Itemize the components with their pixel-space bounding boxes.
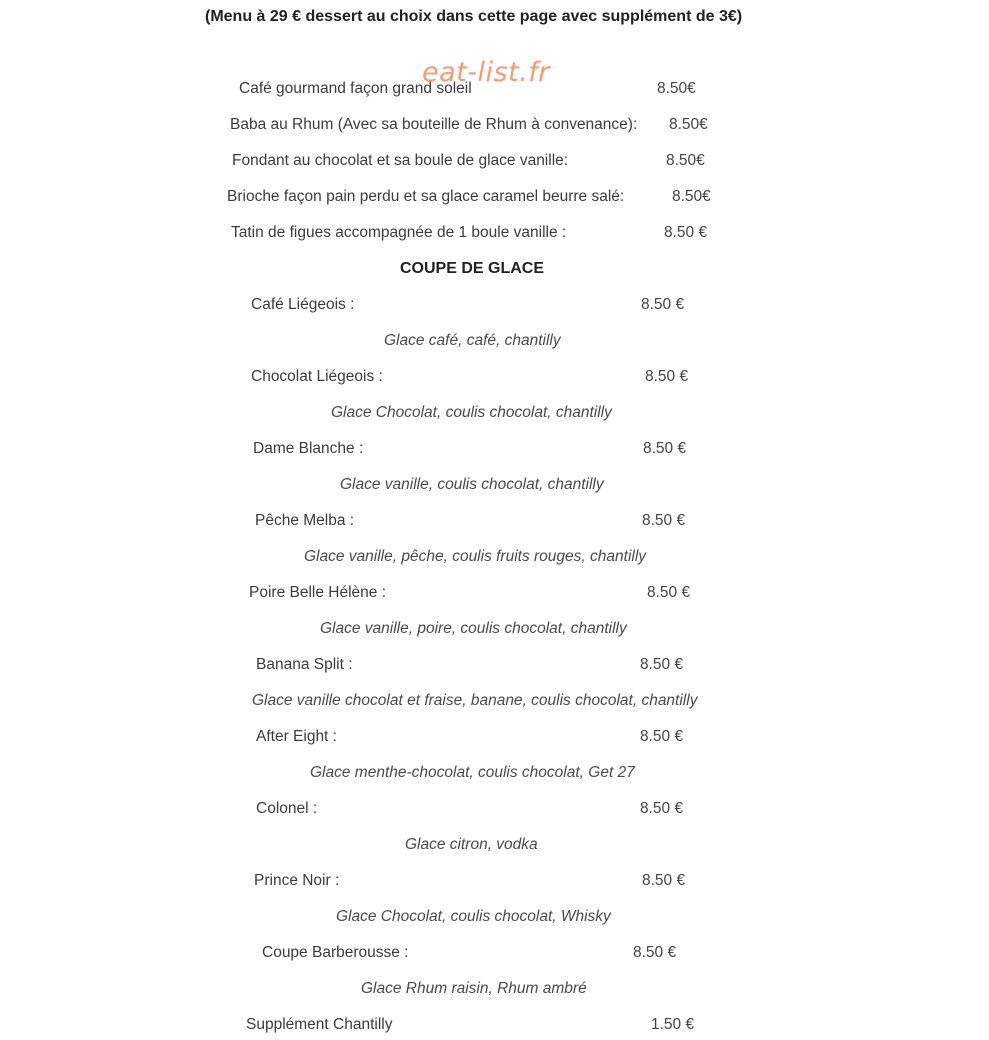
- coupe-name: Café Liégeois :: [251, 296, 355, 313]
- supplement-name: Supplément Chantilly: [246, 1016, 393, 1033]
- coupe-price: 8.50 €: [640, 656, 684, 673]
- coupe-description: Glace vanille chocolat et fraise, banane, coulis chocolat, chantilly: [252, 692, 698, 709]
- dessert-price: 8.50€: [669, 116, 708, 133]
- dessert-price: 8.50 €: [664, 224, 708, 241]
- coupe-price: 8.50 €: [640, 800, 684, 817]
- dessert-price: 8.50€: [657, 80, 696, 97]
- coupe-name: Prince Noir :: [254, 872, 340, 889]
- coupe-name: Dame Blanche :: [253, 440, 364, 457]
- coupe-price: 8.50 €: [643, 440, 687, 457]
- coupe-description: Glace Chocolat, coulis chocolat, Whisky: [336, 908, 611, 925]
- coupe-description: Glace menthe-chocolat, coulis chocolat, Get 27: [310, 764, 635, 781]
- coupe-description: Glace Rhum raisin, Rhum ambré: [361, 980, 587, 997]
- coupe-description: Glace vanille, pêche, coulis fruits rouges, chantilly: [304, 548, 647, 565]
- dessert-name: Baba au Rhum (Avec sa bouteille de Rhum à convenance):: [230, 116, 638, 133]
- coupe-price: 8.50 €: [633, 944, 677, 961]
- coupe-description: Glace citron, vodka: [405, 836, 538, 853]
- coupe-price: 8.50 €: [642, 512, 686, 529]
- coupe-name: Poire Belle Hélène :: [249, 584, 386, 601]
- section-title: COUPE DE GLACE: [400, 260, 545, 277]
- coupe-name: Coupe Barberousse :: [262, 944, 409, 961]
- dessert-name: Tatin de figues accompagnée de 1 boule vanille :: [231, 224, 567, 241]
- dessert-name: Brioche façon pain perdu et sa glace caramel beurre salé:: [227, 188, 625, 205]
- coupe-description: Glace Chocolat, coulis chocolat, chantilly: [331, 404, 612, 421]
- coupe-name: Chocolat Liégeois :: [251, 368, 383, 385]
- dessert-name: Café gourmand façon grand soleil: [239, 80, 472, 97]
- coupe-price: 8.50 €: [642, 872, 686, 889]
- dessert-name: Fondant au chocolat et sa boule de glace vanille:: [232, 152, 569, 169]
- coupe-name: Colonel :: [256, 800, 318, 817]
- coupe-price: 8.50 €: [641, 296, 685, 313]
- coupe-price: 8.50 €: [645, 368, 689, 385]
- watermark-logo: eat-list.fr: [422, 57, 550, 88]
- dessert-price: 8.50€: [672, 188, 711, 205]
- coupe-name: After Eight :: [256, 728, 337, 745]
- coupe-price: 8.50 €: [640, 728, 684, 745]
- coupe-description: Glace vanille, poire, coulis chocolat, chantilly: [320, 620, 627, 637]
- dessert-price: 8.50€: [666, 152, 705, 169]
- coupe-description: Glace café, café, chantilly: [384, 332, 561, 349]
- coupe-name: Banana Split :: [256, 656, 353, 673]
- coupe-name: Pêche Melba :: [255, 512, 355, 529]
- supplement-price: 1.50 €: [651, 1016, 695, 1033]
- coupe-description: Glace vanille, coulis chocolat, chantilly: [340, 476, 604, 493]
- menu-note: (Menu à 29 € dessert au choix dans cette page avec supplément de 3€): [205, 8, 743, 25]
- coupe-price: 8.50 €: [647, 584, 691, 601]
